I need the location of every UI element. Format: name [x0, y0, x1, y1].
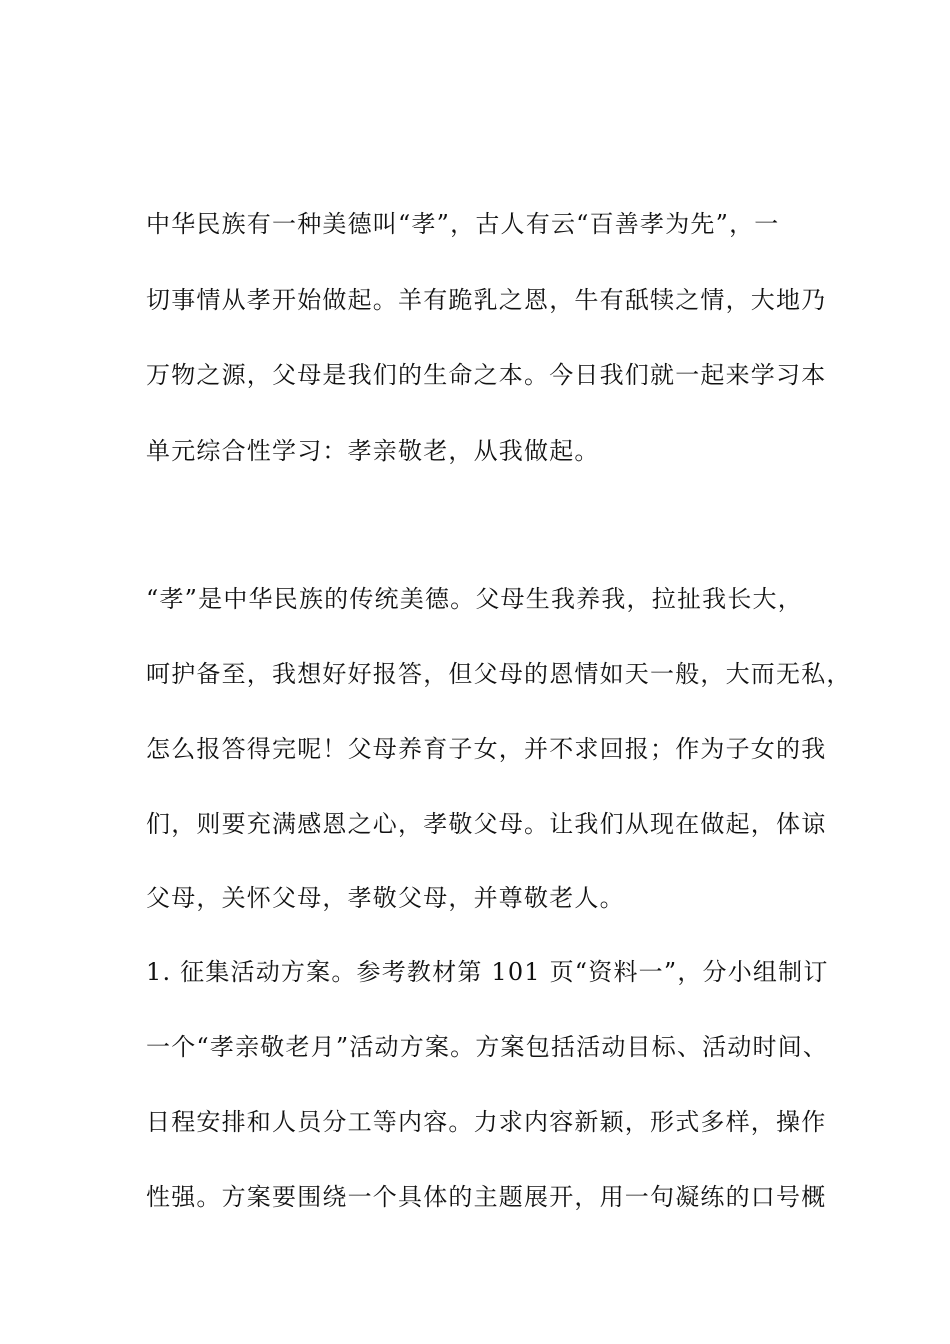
text-line: 父母，关怀父母，孝敬父母，并尊敬老人。 [146, 884, 625, 912]
text-line: 切事情从孝开始做起。羊有跪乳之恩，牛有舐犊之情，大地乃 [146, 286, 827, 314]
text-line: 性强。方案要围绕一个具体的主题展开，用一句凝练的口号概 [146, 1183, 827, 1211]
text-line: 怎么报答得完呢！父母养育子女，并不求回报；作为子女的我 [146, 735, 827, 763]
text-line: 日程安排和人员分工等内容。力求内容新颖，形式多样，操作 [146, 1108, 827, 1136]
text-line: 们，则要充满感恩之心，孝敬父母。让我们从现在做起，体谅 [146, 810, 827, 838]
text-line: 万物之源，父母是我们的生命之本。今日我们就一起来学习本 [146, 361, 827, 389]
text-line: 单元综合性学习：孝亲敬老，从我做起。 [146, 437, 600, 465]
text-line: 1. 征集活动方案。参考教材第 101 页“资料一”，分小组制订 [146, 958, 829, 986]
text-line: 一个“孝亲敬老月”活动方案。方案包括活动目标、活动时间、 [146, 1033, 829, 1061]
text-line: 中华民族有一种美德叫“孝”，古人有云“百善孝为先”，一 [146, 210, 780, 238]
text-line: “孝”是中华民族的传统美德。父母生我养我，拉扯我长大， [146, 585, 803, 613]
text-line: 呵护备至，我想好好报答，但父母的恩情如天一般，大而无私， [146, 660, 852, 688]
